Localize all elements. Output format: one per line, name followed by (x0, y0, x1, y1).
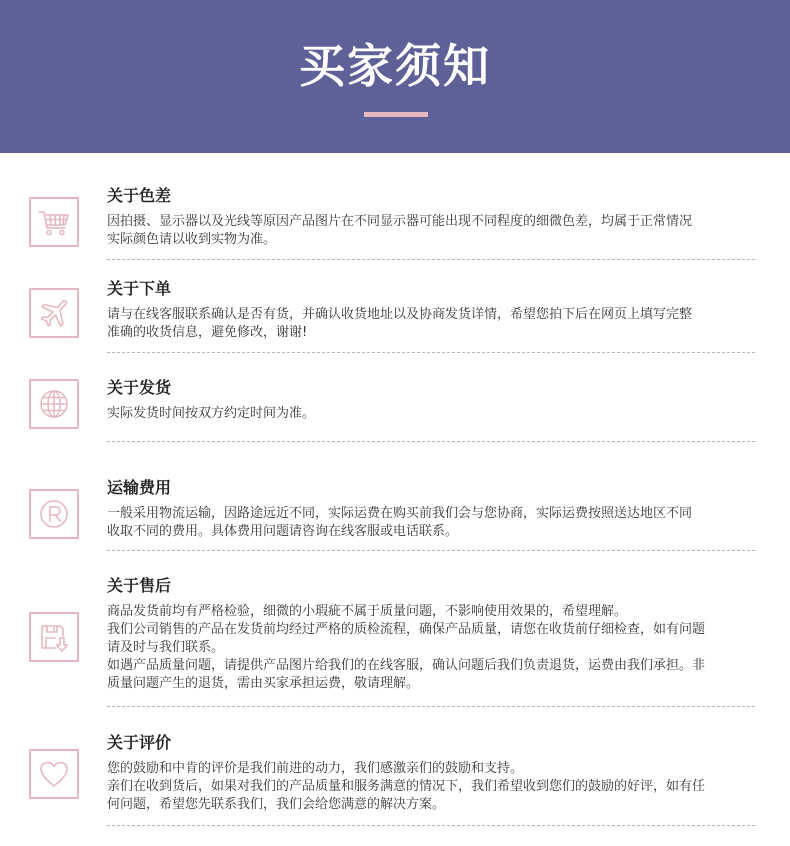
registered-icon (29, 489, 79, 539)
section-line: 商品发货前均有严格检验，细微的小瑕疵不属于质量问题，不影响使用效果的，希望理解。 (107, 604, 628, 619)
section-line: 实际颜色请以收到实物为准。 (107, 232, 277, 247)
section-line: 请与在线客服联系确认是否有货，并确认收货地址以及协商发货详情，希望您拍下后在网页上填写完整 (107, 307, 693, 322)
globe-icon (29, 379, 79, 429)
section-body (107, 306, 755, 342)
section-line: 一般采用物流运输，因路途远近不同，实际运费在购买前我们会与您协商，实际运费按照送达地区不同 (107, 506, 693, 521)
section-line: 准确的收货信息，避免修改，谢谢! (107, 325, 308, 340)
section-body (107, 505, 755, 541)
section-line: 您的鼓励和中肯的评价是我们前进的动力，我们感激亲们的鼓励和支持。 (107, 761, 524, 776)
section-line: 收取不同的费用。具体费用问题请咨询在线客服或电话联系。 (107, 524, 459, 539)
section-body (107, 213, 755, 249)
section-body (107, 603, 755, 693)
section-line: 亲们在收到货后，如果对我们的产品质量和服务满意的情况下，我们希望收到您们的鼓励的好评，如有任 (107, 779, 706, 794)
section-line: 请及时与我们联系。 (107, 640, 225, 655)
section-line: 何问题，希望您先联系我们，我们会给您满意的解决方案。 (107, 797, 446, 812)
section-divider (107, 825, 755, 826)
section-title: 关于发货 (107, 378, 172, 397)
header-banner (0, 0, 790, 153)
section-title: 关于色差 (107, 186, 172, 205)
heart-icon (29, 749, 79, 799)
section-divider (107, 550, 755, 551)
section-divider (107, 352, 755, 353)
section-divider (107, 706, 755, 707)
airplane-icon (29, 288, 79, 338)
section-line: 实际发货时间按双方约定时间为准。 (107, 406, 316, 421)
section-line: 我们公司销售的产品在发货前均经过严格的质检流程，确保产品质量，请您在收货前仔细检查，如有问题 (107, 622, 706, 637)
page-title: 买家须知 (299, 39, 491, 93)
section-line: 如遇产品质量问题，请提供产品图片给我们的在线客服，确认问题后我们负责退货，运费由我们承担。非 (107, 658, 706, 673)
section-title: 关于售后 (107, 576, 172, 595)
section-title: 关于下单 (107, 279, 172, 298)
section-body (107, 405, 755, 423)
section-line: 因拍摄、显示器以及光线等原因产品图片在不同显示器可能出现不同程度的细微色差，均属于正常情况 (107, 214, 693, 229)
section-divider (107, 259, 755, 260)
section-title: 关于评价 (107, 733, 172, 752)
return-icon (29, 612, 79, 662)
title-underline (364, 112, 428, 117)
cart-icon (29, 197, 79, 247)
section-line: 质量问题产生的退货，需由买家承担运费，敬请理解。 (107, 676, 420, 691)
section-title: 运输费用 (107, 478, 172, 497)
section-divider (107, 441, 755, 442)
section-body (107, 760, 755, 814)
